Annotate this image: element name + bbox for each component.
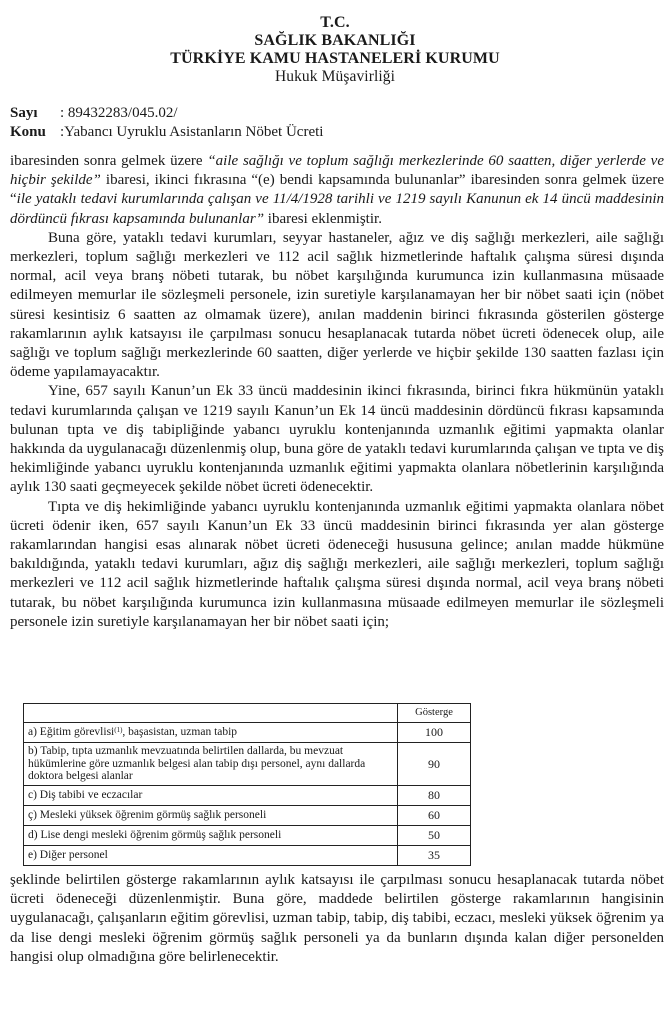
letterhead bbox=[0, 14, 670, 86]
paragraph-1-quote-1: “aile sağlığı ve toplum sağlığı merkezlerinde 60 saatten, diğer yerlerde ve hiçbir şekilde” bbox=[10, 153, 664, 189]
meta-sayi bbox=[10, 104, 323, 123]
header-ministry: SAĞLIK BAKANLIĞI bbox=[254, 32, 416, 49]
paragraph-1-text-3: ibaresi eklenmiştir. bbox=[264, 210, 382, 227]
paragraph-5: şeklinde belirtilen gösterge rakamlarının aylık katsayısı ile çarpılması sonucu hesaplanacak tutarda nöbet ücreti ödeneceği düzenlenmiştir. Buna göre, maddede belirtilen gösterge rakamlarının hangisinin uygulanacağı, çalışanların eğitim görevlisi, uzman tabip, tabip, diş tabibi, eczacı, mesleki yüksek öğrenim ya da lise dengi mesleki öğrenim görmüş sağlık personeli ya da bunların dışında kalan diğer personelden hangisi olup olmadığına göre belirlenecektir. bbox=[10, 872, 664, 965]
table-cell-label: ç) Mesleki yüksek öğrenim görmüş sağlık personeli bbox=[24, 806, 398, 826]
table-header-label bbox=[24, 704, 398, 723]
table-row bbox=[24, 723, 471, 743]
table-cell-label: c) Diş tabibi ve eczacılar bbox=[24, 786, 398, 806]
paragraph-1-text-2: ibaresi, ikinci fıkrasına “(e) bendi kapsamında bulunanlar” ibaresinden sonra gelmek üzere “ bbox=[10, 172, 664, 208]
table-cell-value: 100 bbox=[398, 723, 471, 743]
meta-konu bbox=[10, 123, 323, 142]
table-row bbox=[24, 826, 471, 846]
paragraph-4: Tıpta ve diş hekimliğinde yabancı uyruklu kontenjanında uzmanlık eğitimi yapmakta olanlara nöbet ücreti ödenir iken, 657 sayılı Kanun’un Ek 33 üncü maddesinin birinci fıkrasında yer alan gösterge rakamlarından hangisi esas alınarak nöbet ücreti ödeneceği hususuna gelince; anılan madde hükmüne bakıldığında, yataklı tedavi kurumları, ağız diş sağlığı merkezleri, aile sağlığı merkezleri, toplum sağlığı merkezleri ve 112 acil sağlık hizmetlerinde haftalık çalışma süresi dışında normal, acil veya branş nöbeti tutarak, bu nöbet karşılığında kurumunca izin kullanmasına müsaade edilmeyen memurlar ile sözleşmeli personele izin suretiyle karşılanamayan her bir nöbet saati için; bbox=[10, 498, 664, 630]
table-cell-value: 90 bbox=[398, 743, 471, 786]
header-institution: TÜRKİYE KAMU HASTANELERİ KURUMU bbox=[170, 50, 500, 67]
sayi-label: Sayı bbox=[10, 105, 38, 121]
paragraph-1-quote-2: ile yataklı tedavi kurumlarında çalışan ve 11/4/1928 tarihli ve 1219 sayılı Kanunun ek 14 üncü maddesinin dördüncü fıkrası kapsamında bulunanlar” bbox=[10, 191, 664, 227]
paragraph-2: Buna göre, yataklı tedavi kurumları, seyyar hastaneler, ağız ve diş sağlığı merkezleri, aile sağlığı merkezleri, toplum sağlığı merkezleri ve 112 acil sağlık hizmetlerinde haftalık çalışma süresi dışında normal, acil veya branş nöbeti tutarak, bu nöbet karşılığında kurumunca izin kullanmasına müsaade edilmeyen memurlar ile sözleşmeli personele, izin suretiyle karşılanamayan her bir nöbet saati için (nöbet süresi kesintisiz 6 saatten az olmamak üzere), anılan maddenin birinci fıkrasında gösterilen gösterge rakamlarının aylık katsayısı ile çarpılması sonucu hesaplanacak tutarda nöbet ücreti ödenecek olup, aile sağlığı ve toplum sağlığı merkezlerinde 60 saatten, diğer yerlerde ve hiçbir şekilde 130 saatten fazlası için ödeme yapılamayacaktır. bbox=[10, 229, 664, 381]
table-cell-value: 60 bbox=[398, 806, 471, 826]
document-meta bbox=[10, 104, 323, 142]
konu-value: :Yabancı Uyruklu Asistanların Nöbet Ücreti bbox=[60, 124, 324, 140]
gosterge-table bbox=[23, 703, 471, 866]
row-label-text: a) Eğitim görevlisi bbox=[28, 726, 115, 739]
row-label-text-rest: , başasistan, uzman tabip bbox=[122, 726, 238, 739]
footnote-marker: (1) bbox=[114, 726, 123, 735]
body-text-lower bbox=[10, 871, 664, 967]
table-cell-value: 35 bbox=[398, 846, 471, 866]
table-header-row bbox=[24, 704, 471, 723]
table-cell-label bbox=[24, 723, 398, 743]
table-row bbox=[24, 846, 471, 866]
table-row bbox=[24, 806, 471, 826]
table-row bbox=[24, 743, 471, 786]
header-tc: T.C. bbox=[320, 14, 350, 31]
table-cell-value: 80 bbox=[398, 786, 471, 806]
table-cell-value: 50 bbox=[398, 826, 471, 846]
body-text-upper bbox=[10, 152, 664, 632]
header-department: Hukuk Müşavirliği bbox=[274, 68, 396, 85]
table-cell-label: b) Tabip, tıpta uzmanlık mevzuatında belirtilen dallarda, bu mevzuat hükümlerine göre uzmanlık belgesi alan tabip dışı personel, aynı dallarda doktora belgesi alanlar bbox=[24, 743, 398, 786]
paragraph-1 bbox=[10, 152, 664, 229]
table-header-value: Gösterge bbox=[398, 704, 471, 723]
sayi-value: : 89432283/045.02/ bbox=[60, 105, 178, 121]
paragraph-3: Yine, 657 sayılı Kanun’un Ek 33 üncü maddesinin ikinci fıkrasında, birinci fıkra hükmünün yataklı tedavi kurumlarında çalışan ve 1219 sayılı Kanun’un Ek 14 üncü maddesinin dördüncü fıkrası kapsamında bulunan tıpta ve diş tabipliğinde yabancı uyruklu kontenjanında uzmanlık eğitimi yapmakta olanlar hakkında da uygulanacağı düzenlenmiş olup, buna göre de yataklı tedavi kurumlarında çalışan ve tıpta ve diş hekimliğinde yabancı uyruklu kontenjanında uzmanlık eğitimi yapmakta olanlara nöbetlerinin karşılığında aylık 130 saati geçmeyecek şekilde nöbet ücreti ödenecektir. bbox=[10, 383, 664, 496]
table-cell-label: d) Lise dengi mesleki öğrenim görmüş sağlık personeli bbox=[24, 826, 398, 846]
konu-label: Konu bbox=[10, 124, 46, 140]
table-cell-label: e) Diğer personel bbox=[24, 846, 398, 866]
paragraph-1-text: ibaresinden sonra gelmek üzere bbox=[10, 153, 208, 169]
table-row bbox=[24, 786, 471, 806]
